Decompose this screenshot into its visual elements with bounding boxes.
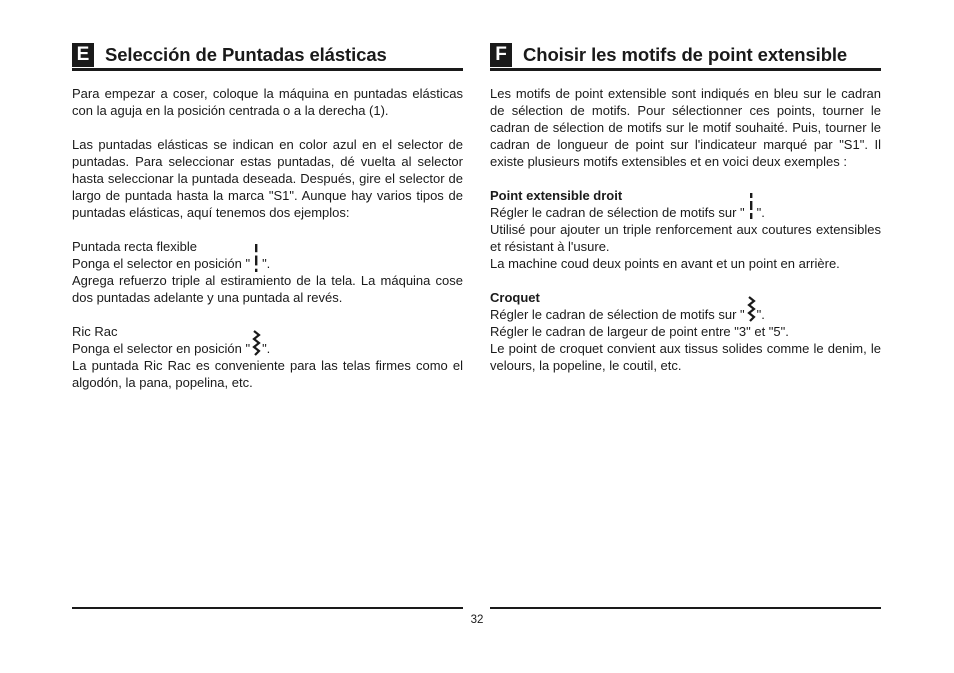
right-straight-setting: Régler le cadran de sélection de motifs sur " ". <box>490 204 881 221</box>
language-badge-f: F <box>490 43 512 67</box>
straight-stretch-stitch-icon <box>745 204 757 221</box>
left-intro: Para empezar a coser, coloque la máquina en puntadas elásticas con la aguja en la posición centrada o a la derecha (1). <box>72 86 463 118</box>
left-body <box>72 85 463 391</box>
right-croquet-setting: Régler le cadran de sélection de motifs sur " ". <box>490 306 881 323</box>
right-intro: Les motifs de point extensible sont indiqués en bleu sur le cadran de sélection de motifs. Pour sélectionner ces points, tourner le cadran de sélection de motifs sur le motif souhaité. Puis, tourner le cadran de longueur de point sur l'indicateur marqué par "S1". Il existe plusieurs motifs extensibles et en voici deux exemples : <box>490 86 881 169</box>
left-straight-desc: Agrega refuerzo triple al estiramiento de la tela. La máquina cose dos puntadas adelante y una puntada al revés. <box>72 273 463 305</box>
right-body <box>490 85 881 374</box>
language-badge-e: E <box>72 43 94 67</box>
right-croquet-title: Croquet <box>490 290 540 305</box>
right-heading <box>490 41 881 71</box>
footer-rule-right <box>490 607 881 609</box>
left-ricrac-desc: La puntada Ric Rac es conveniente para las telas firmes como el algodón, la pana, popelina, etc. <box>72 358 463 390</box>
right-straight-desc2: La machine coud deux points en avant et un point en arrière. <box>490 256 840 271</box>
croquet-stitch-icon <box>745 306 757 323</box>
left-straight-title: Puntada recta flexible <box>72 239 198 254</box>
footer-rule-left <box>72 607 463 609</box>
right-straight-desc1: Utilisé pour ajouter un triple renforcement aux coutures extensibles et résistant à l'usure. <box>490 222 881 254</box>
left-straight-setting: Ponga el selector en posición " ". <box>72 255 463 272</box>
right-title: Choisir les motifs de point extensible <box>523 43 848 65</box>
left-column <box>72 41 463 391</box>
right-croquet-width: Régler le cadran de largeur de point entre "3" et "5". <box>490 324 789 339</box>
right-croquet-desc: Le point de croquet convient aux tissus solides comme le denim, le velours, la popeline, le coutil, etc. <box>490 341 881 373</box>
left-ricrac-setting: Ponga el selector en posición " ". <box>72 340 463 357</box>
right-column <box>490 41 881 374</box>
ricrac-stitch-icon <box>250 340 262 357</box>
straight-stretch-stitch-icon <box>250 255 262 272</box>
left-ricrac-title: Ric Rac <box>72 324 118 339</box>
left-heading <box>72 41 463 71</box>
right-straight-title: Point extensible droit <box>490 188 623 203</box>
left-para2: Las puntadas elásticas se indican en color azul en el selector de puntadas. Para seleccionar estas puntadas, dé vuelta al selector hasta seleccionar la puntada deseada. Después, gire el selector de largo de puntada hasta la marca "S1". Aunque hay varios tipos de puntadas elásticas, aquí tenemos dos ejemplos: <box>72 137 463 220</box>
left-title: Selección de Puntadas elásticas <box>105 43 387 65</box>
page-number: 32 <box>470 614 484 626</box>
